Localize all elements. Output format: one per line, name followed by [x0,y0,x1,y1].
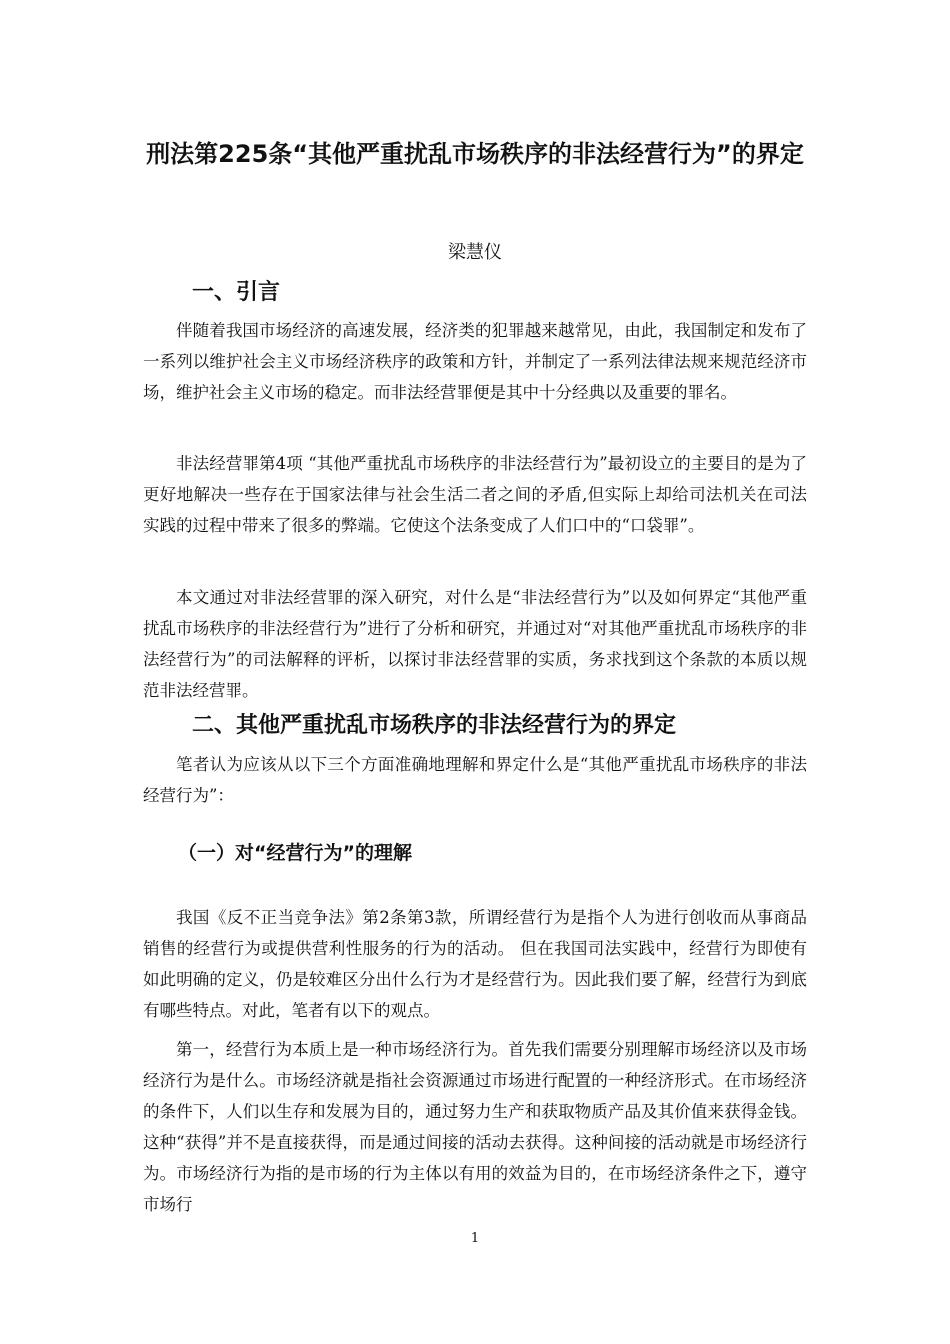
paragraph: 非法经营罪第4项 “其他严重扰乱市场秩序的非法经营行为”最初设立的主要目的是为了更好地解决一些存在于国家法律与社会生活二者之间的矛盾,但实际上却给司法机关在司法实践的过程中带来了很多的弊端。它使这个法条变成了人们口中的“口袋罪”。 [143,454,807,535]
paragraph: 我国《反不正当竞争法》第2条第3款，所谓经营行为是指个人为进行创收而从事商品销售的经营行为或提供营利性服务的行为的活动。 但在我国司法实践中，经营行为即使有如此明确的定义，仍是较难区分出什么行为才是经营行为。因此我们要了解，经营行为到底有哪些特点。对此，笔者有以下的观点。 [143,908,807,1020]
author-name: 梁慧仪 [448,242,502,263]
paragraph: 伴随着我国市场经济的高速发展，经济类的犯罪越来越常见，由此，我国制定和发布了一系列以维护社会主义市场经济秩序的政策和方针，并制定了一系列法律法规来规范经济市场，维护社会主义市场的稳定。而非法经营罪便是其中十分经典以及重要的罪名。 [143,321,807,402]
paragraph: 本文通过对非法经营罪的深入研究，对什么是“非法经营行为”以及如何界定“其他严重扰乱市场秩序的非法经营行为”进行了分析和研究，并通过对“对其他严重扰乱市场秩序的非法经营行为”的司法解释的评析，以探讨非法经营罪的实质，务求找到这个条款的本质以规范非法经营罪。 [143,588,807,700]
paragraph: 第一，经营行为本质上是一种市场经济行为。首先我们需要分别理解市场经济以及市场经济行为是什么。市场经济就是指社会资源通过市场进行配置的一种经济形式。在市场经济的条件下，人们以生存和发展为目的，通过努力生产和获取物质产品及其价值来获得金钱。这种“获得”并不是直接获得，而是通过间接的活动去获得。这种间接的活动就是市场经济行为。市场经济行为指的是市场的行为主体以有用的效益为目的，在市场经济条件之下，遵守市场行 [143,1040,807,1214]
document-title: 刑法第225条“其他严重扰乱市场秩序的非法经营行为”的界定 [146,140,804,168]
page-number: 1 [470,1231,480,1246]
subsection-heading-business-conduct: （一）对“经营行为”的理解 [178,842,412,864]
section-heading-introduction: 一、引言 [192,280,281,305]
section-heading-definition: 二、其他严重扰乱市场秩序的非法经营行为的界定 [192,713,677,738]
paragraph: 笔者认为应该从以下三个方面准确地理解和界定什么是“其他严重扰乱市场秩序的非法经营行为”： [143,755,807,805]
